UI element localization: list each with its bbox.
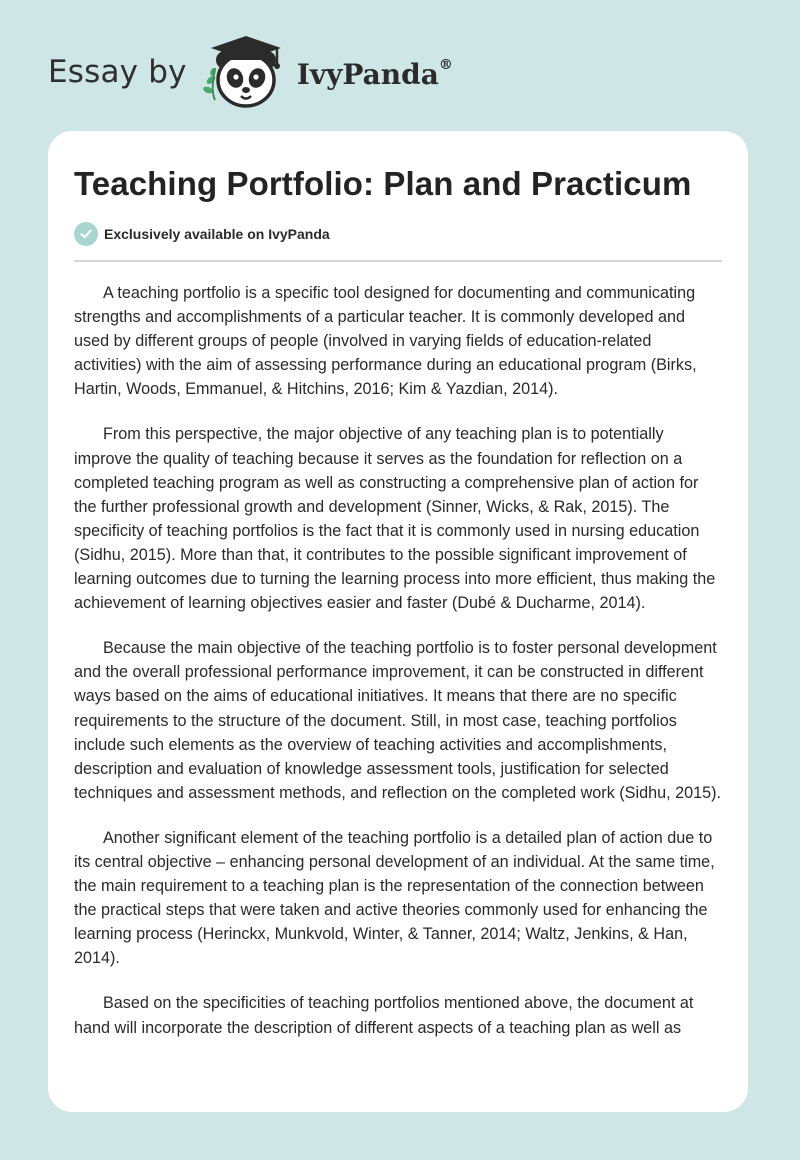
essay-card [48, 131, 748, 1112]
exclusive-badge [74, 222, 330, 246]
brand-text: IvyPanda [296, 57, 439, 91]
registered-mark: ® [438, 57, 453, 74]
divider [74, 260, 722, 262]
paragraph: Based on the specificities of teaching portfolios mentioned above, the document at hand will incorporate the description of different aspects of a teaching plan as well as [74, 994, 694, 1037]
essay-by-label: Essay by [48, 54, 187, 90]
exclusive-label: Exclusively available on IvyPanda [104, 226, 330, 242]
paragraph: From this perspective, the major objective of any teaching plan is to potentially improve the quality of teaching because it serves as the foundation for reflection on a completed teaching program as well as constructing a comprehensive plan of action for the further professional growth and development (Sinner, Wicks, & Rak, 2015). The specificity of teaching portfolios is the fact that it is commonly used in nursing education (Sidhu, 2015). More than that, it contributes to the possible significant improvement of learning outcomes due to turning the learning process into more efficient, thus making the achievement of learning objectives easier and faster (Dubé & Ducharme, 2014). [74, 425, 716, 613]
brand-name [297, 58, 453, 91]
check-circle-icon [74, 222, 98, 246]
panda-graduation-cap-icon[interactable] [201, 30, 291, 114]
paragraph: Because the main objective of the teaching portfolio is to foster personal development and the overall professional performance improvement, it can be constructed in different ways based on the aims of educational initiatives. It means that there are no specific requirements to the structure of the document. Still, in most case, teaching portfolios include such elements as the overview of teaching activities and accomplishments, description and evaluation of knowledge assessment tools, justification for selected techniques and assessment methods, and reflection on the completed work (Sidhu, 2015). [74, 639, 721, 802]
paragraph: Another significant element of the teaching portfolio is a detailed plan of action due to its central objective – enhancing personal development of an individual. At the same time, the main requirement to a teaching plan is the representation of the connection between the practical steps that were taken and active theories commonly used for enhancing the learning process (Herinckx, Munkvold, Winter, & Tanner, 2014; Waltz, Jenkins, & Han, 2014). [74, 828, 715, 968]
essay-body [74, 281, 722, 1061]
site-header [48, 30, 453, 114]
essay-title: Teaching Portfolio: Plan and Practicum [74, 165, 692, 202]
paragraph: A teaching portfolio is a specific tool designed for documenting and communicating strengths and accomplishments of a particular teacher. It is commonly developed and used by different groups of people (involved in varying fields of education-related activities) with the aim of assessing performance during an educational program (Birks, Hartin, Woods, Emmanuel, & Hitchins, 2016; Kim & Yazdian, 2014). [74, 284, 697, 399]
